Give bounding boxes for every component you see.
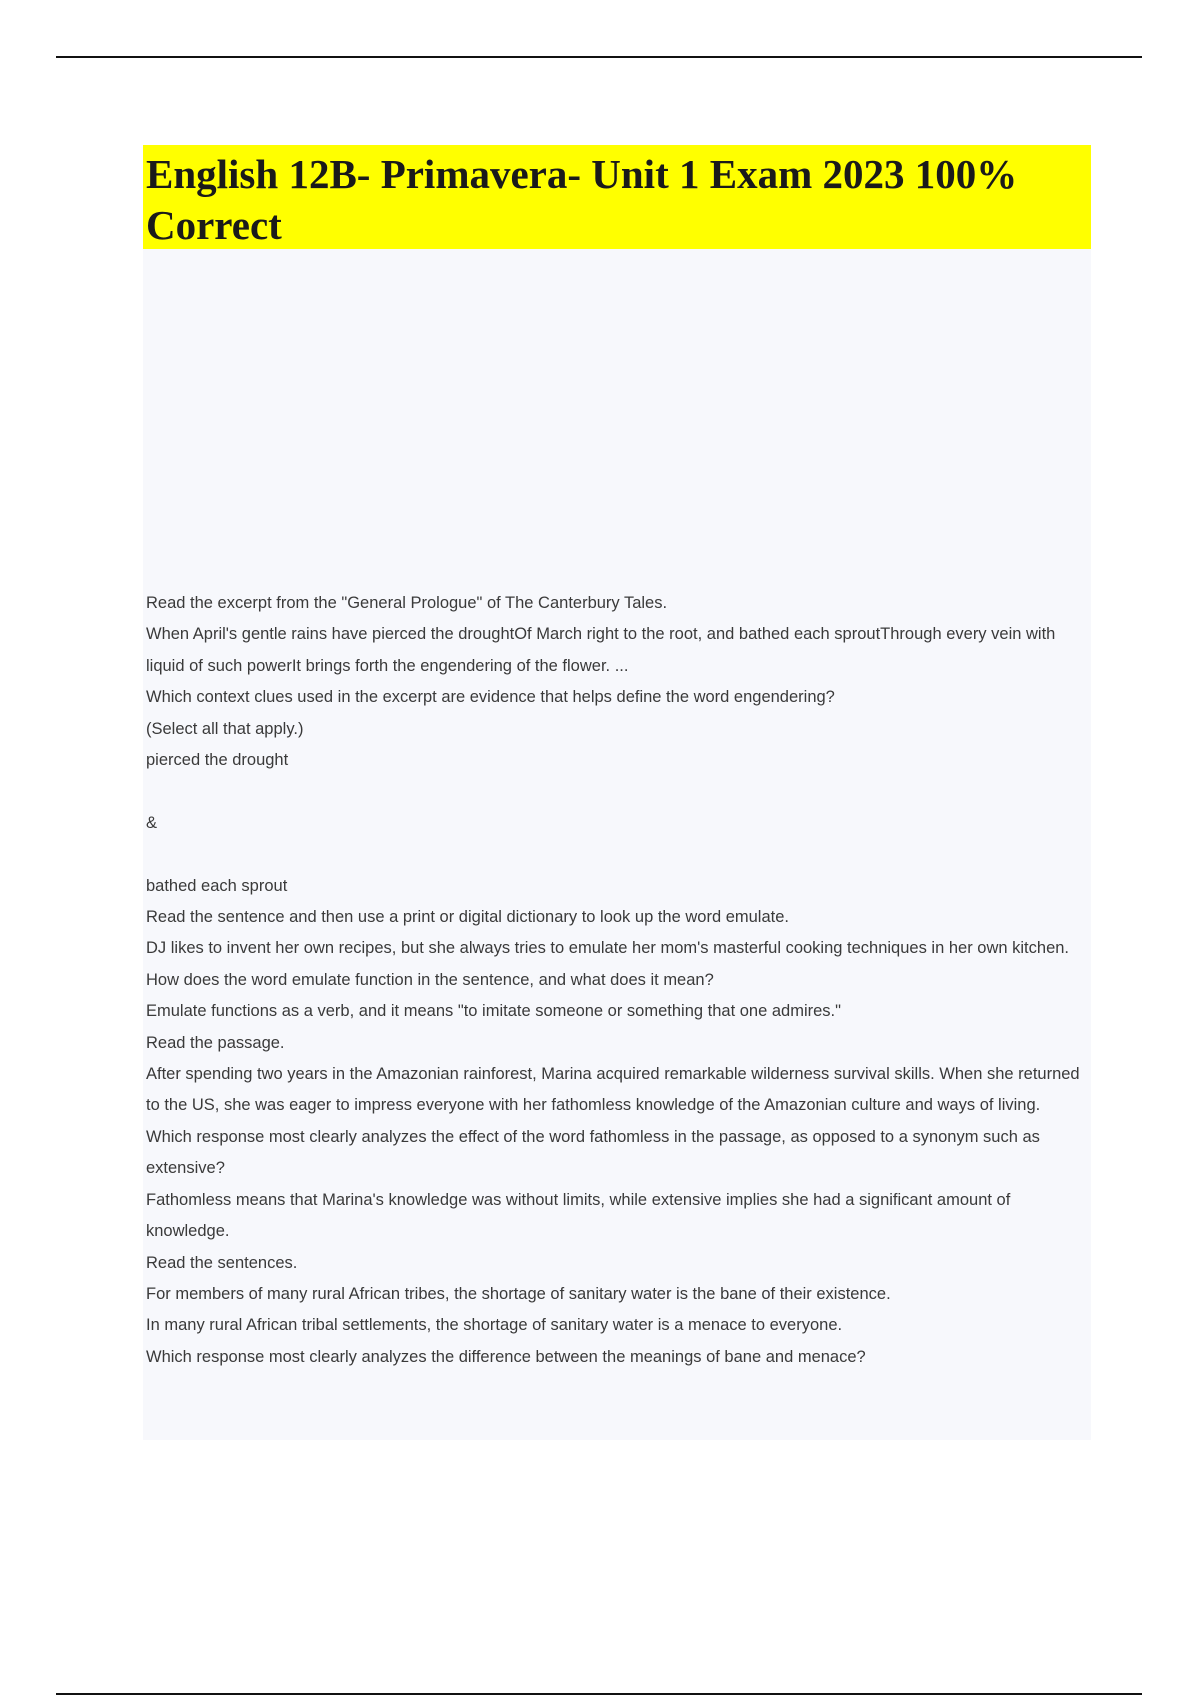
answer-1-ampersand: &	[146, 813, 158, 832]
answer-1-part-a: pierced the drought	[146, 751, 289, 770]
question-2-prompt: Read the sentence and then use a print or digital dictionary to look up the word emulate.	[146, 908, 789, 927]
question-1-prompt: Read the excerpt from the "General Prologue" of The Canterbury Tales.	[146, 594, 668, 612]
question-3-passage: After spending two years in the Amazonian rainforest, Marina acquired remarkable wilderness survival skills. When she returned to the US, she was eager to impress everyone with her fathomless knowledge of the Amazonian culture and ways of living.	[146, 1065, 1080, 1115]
title-highlight	[143, 145, 1091, 257]
question-4-sentence-1: For members of many rural African tribes, the shortage of sanitary water is the bane of their existence.	[146, 1284, 891, 1303]
answer-2: Emulate functions as a verb, and it means "to imitate someone or something that one admires."	[146, 1002, 841, 1021]
question-1-text: Which context clues used in the excerpt are evidence that helps define the word engendering?	[146, 688, 835, 707]
document-body	[143, 249, 1091, 1440]
question-2-text: How does the word emulate function in the sentence, and what does it mean?	[146, 970, 714, 989]
question-3-prompt: Read the passage.	[146, 1033, 285, 1052]
question-4-prompt: Read the sentences.	[146, 1253, 298, 1272]
spacer	[146, 839, 1083, 870]
spacer	[146, 776, 1083, 807]
question-1-excerpt: When April's gentle rains have pierced the droughtOf March right to the root, and bathed each sproutThrough every vein with liquid of such powerIt brings forth the engendering of the flower. ...	[146, 625, 1056, 675]
question-1-instruction: (Select all that apply.)	[146, 719, 304, 738]
top-rule	[56, 56, 1142, 58]
bottom-rule	[56, 1693, 1142, 1695]
question-4-text: Which response most clearly analyzes the difference between the meanings of bane and menace?	[146, 1347, 866, 1366]
document-title: English 12B- Primavera- Unit 1 Exam 2023 100% Correct	[146, 151, 1018, 248]
answer-1-part-b: bathed each sprout	[146, 876, 288, 895]
question-3-text: Which response most clearly analyzes the effect of the word fathomless in the passage, as opposed to a synonym such as extensive?	[146, 1127, 1040, 1178]
question-2-sentence: DJ likes to invent her own recipes, but she always tries to emulate her mom's masterful cooking techniques in her own kitchen.	[146, 939, 1070, 958]
answer-3: Fathomless means that Marina's knowledge was without limits, while extensive implies she had a significant amount of knowledge.	[146, 1190, 1011, 1241]
question-4-sentence-2: In many rural African tribal settlements, the shortage of sanitary water is a menace to everyone.	[146, 1316, 843, 1335]
